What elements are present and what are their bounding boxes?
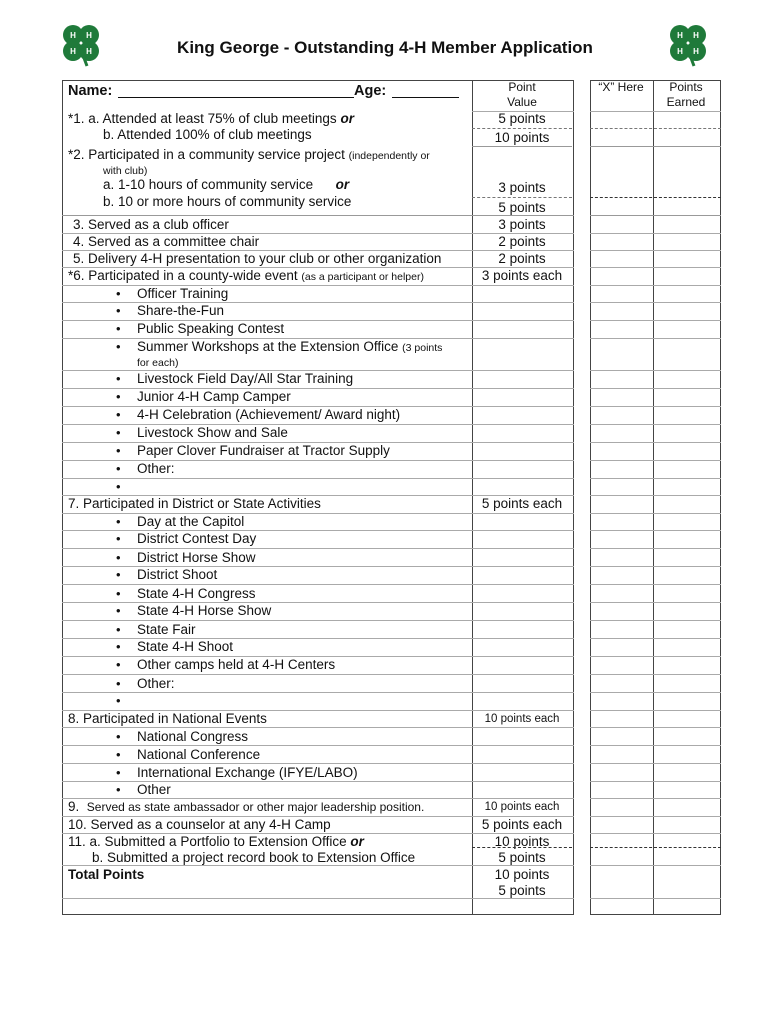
row-divider	[62, 602, 574, 603]
row-divider	[472, 111, 574, 112]
row-divider	[62, 674, 574, 675]
bullet: •	[116, 550, 121, 565]
name-label: Name:	[68, 83, 113, 99]
item-2b-text: b. 10 or more hours of community service	[103, 194, 352, 209]
row-divider	[590, 620, 721, 621]
row-divider	[62, 370, 574, 371]
row-divider	[590, 638, 721, 639]
row-divider	[590, 602, 721, 603]
row-divider	[62, 781, 574, 782]
item-2a-text: a. 1-10 hours of community service or	[103, 177, 350, 192]
row-divider	[62, 548, 574, 549]
row-divider	[62, 656, 574, 657]
bullet: •	[116, 729, 121, 744]
i6-celebration: 4-H Celebration (Achievement/ Award night)	[137, 407, 401, 422]
row-divider	[62, 710, 574, 711]
bullet: •	[116, 765, 121, 780]
row-divider	[590, 388, 721, 389]
row-divider	[590, 745, 721, 746]
item-1a-text: *1. a. Attended at least 75% of club meetings or	[68, 111, 354, 126]
points-earned-header: Points Earned	[666, 80, 706, 109]
item-10-points: 5 points each	[481, 817, 563, 832]
divider	[472, 146, 572, 147]
bullet: •	[116, 514, 121, 529]
row-divider	[62, 406, 574, 407]
score-divider	[653, 80, 654, 915]
bullet: •	[116, 603, 121, 618]
age-label: Age:	[354, 83, 387, 99]
row-divider	[62, 478, 574, 479]
i7-day-at-capitol: Day at the Capitol	[137, 514, 245, 529]
row-divider	[590, 833, 721, 834]
i6-officer-training: Officer Training	[137, 286, 229, 301]
row-divider	[62, 566, 574, 567]
row-divider	[62, 442, 574, 443]
bullet: •	[116, 461, 121, 476]
row-divider	[590, 692, 721, 693]
bullet: •	[116, 782, 121, 797]
item-8-points: 10 points each	[484, 713, 560, 725]
i6-share-the-fun: Share-the-Fun	[137, 303, 225, 318]
bullet: •	[116, 425, 121, 440]
row-divider	[590, 370, 721, 371]
item-3-text: 3. Served as a club officer	[73, 217, 229, 232]
i7-other: Other:	[137, 676, 175, 691]
row-divider	[590, 302, 721, 303]
bullet: •	[116, 622, 121, 637]
row-divider	[62, 267, 574, 268]
i8-international-exchange: International Exchange (IFYE/LABO)	[137, 765, 358, 780]
row-divider	[62, 424, 574, 425]
i6-junior-camp: Junior 4-H Camp Camper	[137, 389, 291, 404]
row-divider	[590, 865, 721, 866]
i7-district-horse-show: District Horse Show	[137, 550, 256, 565]
row-divider	[590, 320, 721, 321]
row-divider	[62, 816, 574, 817]
bullet: •	[116, 676, 121, 691]
bullet: •	[116, 657, 121, 672]
row-divider	[62, 584, 574, 585]
divider	[590, 146, 721, 147]
total-points-5: 5 points	[498, 883, 546, 898]
item-7-text: 7. Participated in District or State Activities	[68, 496, 321, 511]
bullet: •	[116, 693, 121, 708]
item-3-points: 3 points	[498, 217, 546, 232]
row-divider	[590, 816, 721, 817]
i6-other: Other:	[137, 461, 175, 476]
row-divider	[62, 763, 574, 764]
bullet: •	[116, 531, 121, 546]
svg-text:H: H	[693, 47, 699, 56]
svg-text:H: H	[86, 47, 92, 56]
svg-text:H: H	[70, 47, 76, 56]
row-divider	[62, 745, 574, 746]
age-field[interactable]	[392, 97, 459, 98]
item-4-text: 4. Served as a committee chair	[73, 234, 260, 249]
row-divider	[590, 727, 721, 728]
row-divider	[62, 530, 574, 531]
item-10-text: 10. Served as a counselor at any 4-H Camp	[68, 817, 331, 832]
bullet: •	[116, 567, 121, 582]
svg-text:H: H	[86, 31, 92, 40]
item-2b-points: 5 points	[498, 200, 546, 215]
row-divider	[590, 267, 721, 268]
i6-livestock-show: Livestock Show and Sale	[137, 425, 288, 440]
i7-district-contest-day: District Contest Day	[137, 531, 257, 546]
svg-text:H: H	[677, 47, 683, 56]
row-divider	[590, 424, 721, 425]
row-divider	[590, 656, 721, 657]
svg-text:H: H	[677, 31, 683, 40]
divider	[472, 847, 572, 848]
row-divider	[590, 460, 721, 461]
bullet: •	[116, 747, 121, 762]
row-divider	[590, 781, 721, 782]
i6-summer-workshops: Summer Workshops at the Extension Office (3 points	[137, 339, 443, 354]
row-divider	[62, 638, 574, 639]
item-4-points: 2 points	[498, 234, 546, 249]
row-divider	[590, 584, 721, 585]
row-divider	[590, 285, 721, 286]
row-divider	[62, 495, 574, 496]
bullet: •	[116, 639, 121, 654]
i7-state-congress: State 4-H Congress	[137, 586, 256, 601]
row-divider	[62, 798, 574, 799]
item-6-points: 3 points each	[481, 268, 563, 283]
row-divider	[590, 513, 721, 514]
divider	[62, 215, 574, 216]
score-table-frame	[590, 80, 721, 915]
item-6-text: *6. Participated in a county-wide event (as a participant or helper)	[68, 268, 424, 283]
bullet: •	[116, 479, 121, 494]
item-11a-text: 11. a. Submitted a Portfolio to Extension Office or	[68, 834, 364, 849]
row-divider	[62, 513, 574, 514]
row-divider	[590, 406, 721, 407]
row-divider	[590, 338, 721, 339]
item-11b-text: b. Submitted a project record book to Extension Office	[92, 850, 416, 865]
row-divider	[62, 233, 574, 234]
item-11a-points: 10 points	[494, 834, 550, 849]
row-divider	[590, 111, 721, 112]
row-divider	[590, 478, 721, 479]
row-divider	[590, 233, 721, 234]
row-divider	[62, 320, 574, 321]
divider	[590, 847, 721, 848]
point-value-header: Point Value	[507, 80, 537, 109]
total-points-10: 10 points	[494, 867, 550, 882]
i7-other-camps: Other camps held at 4-H Centers	[137, 657, 336, 672]
item-1b-text: b. Attended 100% of club meetings	[103, 127, 312, 142]
i8-national-congress: National Congress	[137, 729, 249, 744]
item-9-points: 10 points each	[484, 801, 560, 813]
row-divider	[62, 898, 574, 899]
divider	[590, 215, 721, 216]
item-1b-points: 10 points	[494, 130, 550, 145]
item-2-note: with club)	[103, 165, 148, 177]
row-divider	[590, 495, 721, 496]
row-divider	[62, 692, 574, 693]
row-divider	[62, 285, 574, 286]
row-divider	[62, 460, 574, 461]
row-divider	[62, 338, 574, 339]
bullet: •	[116, 389, 121, 404]
divider	[590, 197, 721, 198]
item-11b-points: 5 points	[498, 850, 546, 865]
row-divider	[62, 302, 574, 303]
bullet: •	[116, 321, 121, 336]
i7-state-fair: State Fair	[137, 622, 196, 637]
row-divider	[590, 763, 721, 764]
i8-other: Other	[137, 782, 171, 797]
item-5-points: 2 points	[498, 251, 546, 266]
item-2-text: *2. Participated in a community service project (independently or	[68, 147, 430, 162]
i7-state-shoot: State 4-H Shoot	[137, 639, 234, 654]
row-divider	[590, 798, 721, 799]
i6-summer-workshops-note: for each)	[137, 357, 179, 369]
page-title: King George - Outstanding 4-H Member Application	[177, 38, 593, 57]
row-divider	[62, 833, 574, 834]
total-points-label: Total Points	[68, 867, 145, 882]
divider	[472, 197, 572, 198]
bullet: •	[116, 339, 121, 354]
row-divider	[62, 727, 574, 728]
row-divider	[590, 530, 721, 531]
row-divider	[62, 865, 574, 866]
bullet: •	[116, 371, 121, 386]
row-divider	[62, 388, 574, 389]
row-divider	[590, 250, 721, 251]
i7-district-shoot: District Shoot	[137, 567, 218, 582]
row-divider	[590, 442, 721, 443]
i6-paper-clover: Paper Clover Fundraiser at Tractor Supply	[137, 443, 390, 458]
divider	[472, 128, 572, 129]
item-1a-points: 5 points	[498, 111, 546, 126]
item-2a-points: 3 points	[498, 180, 546, 195]
i6-livestock-field-day: Livestock Field Day/All Star Training	[137, 371, 354, 386]
i6-public-speaking: Public Speaking Contest	[137, 321, 285, 336]
row-divider	[590, 674, 721, 675]
bullet: •	[116, 443, 121, 458]
bullet: •	[116, 286, 121, 301]
row-divider	[590, 710, 721, 711]
item-9-text: 9. Served as state ambassador or other major leadership position.	[68, 799, 425, 814]
bullet: •	[116, 586, 121, 601]
row-divider	[590, 548, 721, 549]
row-divider	[590, 898, 721, 899]
name-field[interactable]	[118, 97, 354, 98]
svg-text:H: H	[70, 31, 76, 40]
bullet: •	[116, 407, 121, 422]
svg-text:H: H	[693, 31, 699, 40]
item-5-text: 5. Delivery 4-H presentation to your club or other organization	[73, 251, 442, 266]
item-7-points: 5 points each	[481, 496, 563, 511]
row-divider	[62, 620, 574, 621]
row-divider	[590, 566, 721, 567]
row-divider	[62, 250, 574, 251]
item-8-text: 8. Participated in National Events	[68, 711, 267, 726]
divider	[590, 128, 721, 129]
x-here-header: “X” Here	[598, 80, 644, 94]
bullet: •	[116, 303, 121, 318]
i8-national-conference: National Conference	[137, 747, 261, 762]
i7-state-horse-show: State 4-H Horse Show	[137, 603, 272, 618]
